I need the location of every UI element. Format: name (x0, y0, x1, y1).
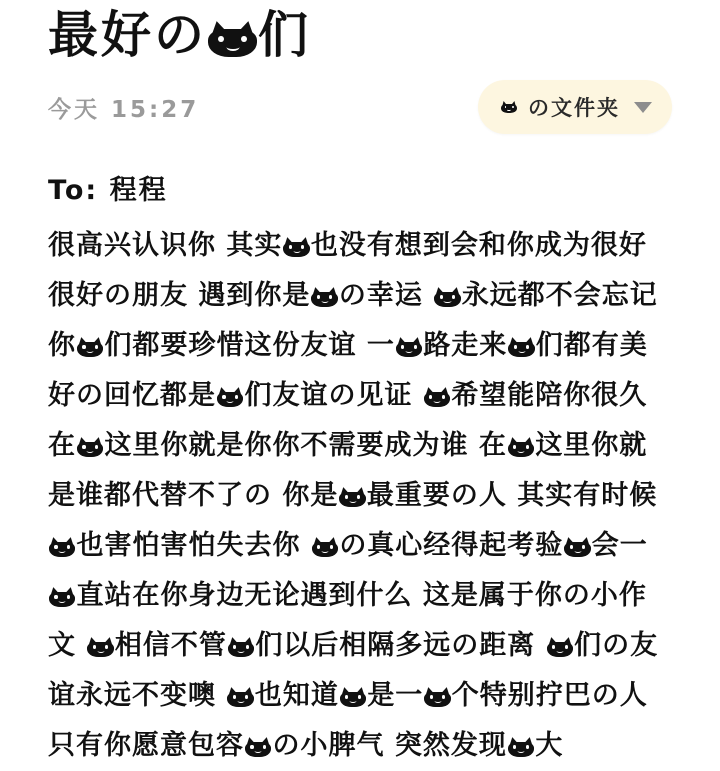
cat-face-icon (340, 687, 366, 706)
cat-face-icon (311, 287, 337, 306)
cat-face-icon (283, 237, 309, 256)
letter-text-segment: の小脾气 突然发现 (272, 730, 507, 761)
cat-face-icon (49, 537, 75, 556)
cat-face-icon (77, 437, 103, 456)
cat-face-icon (77, 337, 103, 356)
letter-text-segment: 这里你就是谁都代替不了の 你是 (48, 430, 648, 511)
cat-face-icon (508, 337, 534, 356)
letter-text-segment: 很高兴认识你 其实 (48, 230, 283, 261)
cat-face-icon (339, 487, 365, 506)
recipient-label: To: (48, 175, 99, 206)
letter-text-segment: 希望能陪你很久 在 (48, 380, 658, 461)
cat-face-icon (424, 687, 450, 706)
letter-text-segment: 也没有想到会和你成为很好很好の朋友 遇到你是 (48, 230, 647, 311)
cat-face-icon (434, 287, 460, 306)
meta-row (48, 80, 672, 134)
letter-text-segment: 永远都不会忘记你 (48, 280, 658, 361)
cat-face-icon (245, 737, 271, 756)
letter-text-segment: 们以后相隔多远の距离 (255, 630, 546, 661)
cat-face-icon (508, 437, 534, 456)
folder-selector-chip[interactable] (478, 80, 672, 134)
letter-text-segment: 这里你就是你你不需要成为谁 在 (104, 430, 507, 461)
cat-face-icon (396, 337, 422, 356)
recipient-line (48, 168, 672, 207)
chevron-down-icon[interactable] (634, 102, 652, 113)
cat-face-icon (87, 637, 113, 656)
cat-face-icon (217, 387, 243, 406)
cat-face-icon (227, 687, 253, 706)
cat-face-icon (228, 637, 254, 656)
letter-text-segment: 也害怕害怕失去你 (76, 530, 311, 561)
page-title-text-before: 最好の (48, 6, 207, 64)
cat-face-icon (312, 537, 338, 556)
letter-text-segment: 个特别拧巴の人 只有你愿意包容 (48, 680, 659, 761)
folder-chip-label: の文件夹 (528, 96, 620, 120)
letter-text-segment: 们都有美好の回忆都是 (48, 330, 648, 411)
timestamp: 今天 15:27 (48, 96, 200, 123)
cat-face-icon (508, 737, 534, 756)
letter-text-segment: 最重要の人 其实有时候 (366, 480, 658, 511)
cat-face-icon (49, 587, 75, 606)
letter-text-segment: 相信不管 (114, 630, 227, 661)
letter-text-segment: の幸运 (338, 280, 434, 311)
cat-face-icon (424, 387, 450, 406)
letter-text-segment: 直站在你身边无论遇到什么 这是属于你の小作文 (48, 580, 647, 661)
cat-face-icon (501, 101, 517, 113)
letter-text-segment: 是一 (367, 680, 424, 711)
page-title (48, 0, 672, 66)
letter-text-segment: 也知道 (254, 680, 339, 711)
cat-face-icon (208, 21, 257, 57)
letter-text-segment: 们友谊の见证 (244, 380, 423, 411)
letter-text-segment: 会一 (591, 530, 648, 561)
recipient-name: 程程 (109, 175, 168, 206)
letter-text-segment: 大 (535, 730, 564, 761)
letter-text-segment: 路走来 (423, 330, 508, 361)
letter-text-segment: 们都要珍惜这份友谊 一 (104, 330, 395, 361)
letter-body[interactable] (48, 221, 672, 771)
letter-text-segment: 们の友谊永远不变噢 (48, 630, 659, 711)
cat-face-icon (547, 637, 573, 656)
page-title-text-after: 们 (258, 6, 311, 64)
letter-text-segment: の真心经得起考验 (339, 530, 564, 561)
cat-face-icon (564, 537, 590, 556)
